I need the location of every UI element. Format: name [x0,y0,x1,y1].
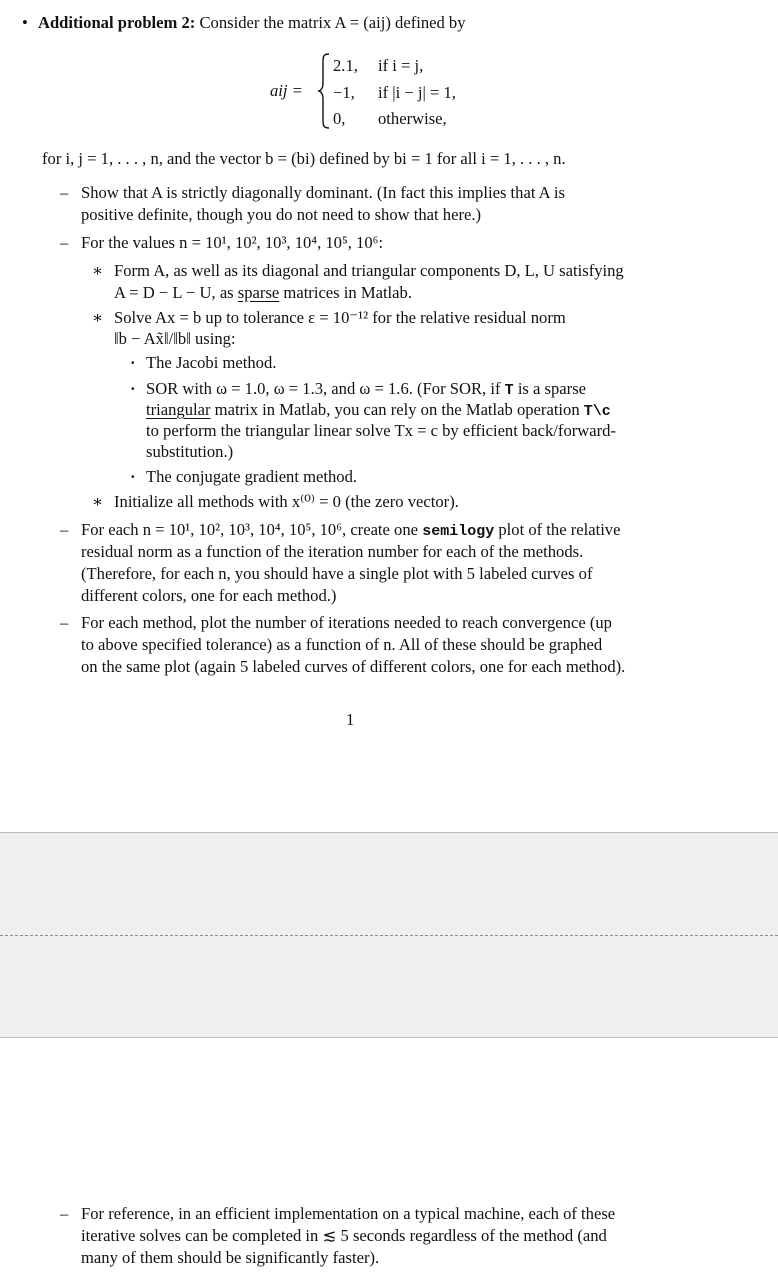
dot-marker: · [130,467,136,486]
matrix-cases [333,53,456,133]
item-form-line2 [114,282,774,304]
item-reference-line1: For reference, in an efficient implementation on a typical machine, each of these [81,1204,616,1223]
each-n-text: plot of the relative [498,520,621,539]
case-condition: if i = j, [378,56,424,75]
intro-text: Consider the matrix A = (aij) defined by [199,13,466,32]
item-each-n-line4: different colors, one for each method.) [81,586,337,605]
matrix-lhs: aij = [270,81,303,100]
case-value: 2.1, [333,56,358,75]
bullet: • [22,13,28,32]
item-dominant-line1: Show that A is strictly diagonally dominant. (In fact this implies that A is [81,183,565,202]
dash-marker: – [60,520,69,539]
item-each-method-line1: For each method, plot the number of iterations needed to reach convergence (up [81,613,612,632]
dash-marker: – [60,1204,69,1223]
sparse-underlined: sparse [237,283,280,302]
item-each-n-line1 [81,519,771,543]
form-text: matrices in Matlab. [283,283,412,302]
left-brace-icon [317,53,331,129]
dot-marker: · [130,353,136,372]
code-T: T [504,382,514,399]
item-each-n-line2: residual norm as a function of the iteration number for each of the methods. [81,542,584,561]
item-reference-line2: iterative solves can be completed in ≲ 5 seconds regardless of the method (and [81,1226,607,1245]
item-sor-line4: substitution.) [146,442,234,461]
for-line: for i, j = 1, . . . , n, and the vector b = (bi) defined by bi = 1 for all i = 1, . . . , n. [42,149,566,168]
case-row [333,106,456,133]
item-sor-line1 [146,378,766,402]
case-condition: if |i − j| = 1, [378,82,456,102]
code-semilogy: semilogy [422,523,495,540]
item-reference-line3: many of them should be significantly faster). [81,1248,380,1267]
sor-text: is a sparse [517,379,587,398]
star-marker: ∗ [92,308,104,327]
case-row [333,53,456,80]
item-each-method-line2: to above specified tolerance) as a function of n. All of these should be graphed [81,635,603,654]
form-text: A = D − L − U, as [114,283,234,302]
sor-text: SOR with ω = 1.0, ω = 1.3, and ω = 1.6. (For SOR, if [146,379,501,398]
code-T-backslash-c: T\c [583,403,611,420]
star-marker: ∗ [92,261,104,280]
problem-heading: Additional problem 2: [37,13,196,32]
each-n-text: For each n = 10¹, 10², 10³, 10⁴, 10⁵, 10⁶, create one [81,520,419,539]
star-marker: ∗ [92,492,104,511]
heading-line [22,12,762,34]
item-dominant-line2: positive definite, though you do not need to show that here.) [81,205,482,224]
dash-marker: – [60,233,69,252]
item-init: Initialize all methods with x⁽⁰⁾ = 0 (the zero vector). [114,492,459,511]
item-form-line1: Form A, as well as its diagonal and triangular components D, L, U satisfying [114,261,624,280]
item-jacobi: The Jacobi method. [146,353,277,372]
case-value: −1, [333,82,355,102]
case-row [333,80,456,107]
dot-marker: · [130,379,136,398]
item-sor-line3: to perform the triangular linear solve Tx = c by efficient back/forward- [146,421,616,440]
sor-text: matrix in Matlab, you can rely on the Matlab operation [214,400,580,419]
item-solve-line1: Solve Ax = b up to tolerance ε = 10⁻¹² for the relative residual norm [114,308,566,327]
case-condition: otherwise, [378,109,447,128]
item-each-method-line3: on the same plot (again 5 labeled curves of different colors, one for each method). [81,657,626,676]
item-sor-line2 [146,399,766,423]
page-break-dashed-line [0,935,778,936]
item-each-n-line3: (Therefore, for each n, you should have a single plot with 5 labeled curves of [81,564,593,583]
triangular-underlined: triangular [146,400,211,419]
item-solve-line2: ‖b − Ax̃‖/‖b‖ using: [114,329,236,348]
item-values-line1: For the values n = 10¹, 10², 10³, 10⁴, 10⁵, 10⁶: [81,233,384,252]
dash-marker: – [60,613,69,632]
case-value: 0, [333,109,346,128]
page-number: 1 [346,710,355,729]
dash-marker: – [60,183,69,202]
item-cg: The conjugate gradient method. [146,467,358,486]
